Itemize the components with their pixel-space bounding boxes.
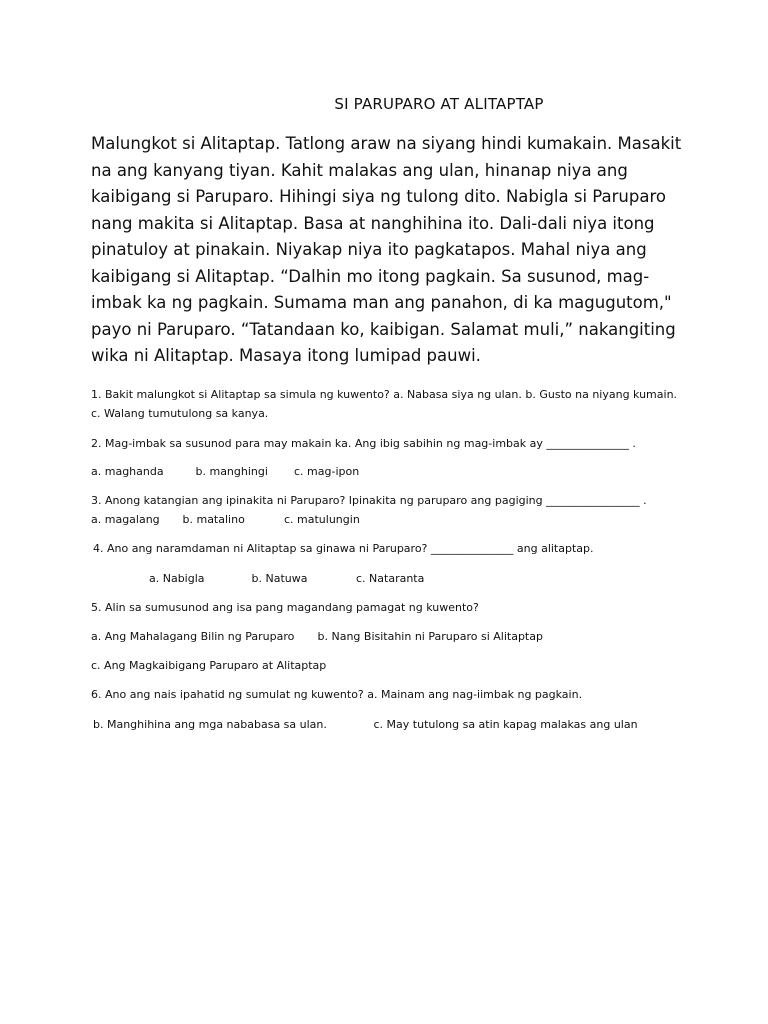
question-4: 4. Ano ang naramdaman ni Alitaptap sa ginawa ni Paruparo? _______________ ang alitaptap. bbox=[93, 542, 594, 555]
option-a: a. magalang bbox=[91, 513, 160, 526]
question-4-options bbox=[149, 570, 749, 588]
option-b: b. manghingi bbox=[195, 465, 268, 478]
question-3-options bbox=[91, 511, 691, 529]
story-line: pinatuloy at pinakain. Niyakap niya ito pagkatapos. Mahal niya ang bbox=[91, 240, 647, 259]
option-c: c. Nataranta bbox=[356, 572, 425, 585]
story-line: imbak ka ng pagkain. Sumama man ang panahon, di ka magugutom," bbox=[91, 293, 672, 312]
option-b: b. Natuwa bbox=[251, 572, 308, 585]
story-line: kaibigang si Alitaptap. “Dalhin mo itong pagkain. Sa susunod, mag- bbox=[91, 266, 650, 286]
option-b: b. Manghihina ang mga nababasa sa ulan. bbox=[93, 718, 327, 731]
option-b: b. Nang Bisitahin ni Paruparo si Alitaptap bbox=[317, 630, 543, 643]
question-2: 2. Mag-imbak sa susunod para may makain ka. Ang ibig sabihin ng mag-imbak ay _______________ . bbox=[91, 437, 636, 450]
question-1: 1. Bakit malungkot si Alitaptap sa simula ng kuwento? a. Nabasa siya ng ulan. b. Gusto na niyang kumain. bbox=[91, 388, 678, 401]
question-2-options bbox=[91, 463, 691, 481]
question-1-continuation: c. Walang tumutulong sa kanya. bbox=[91, 407, 269, 420]
story-title: SI PARUPARO AT ALITAPTAP bbox=[334, 95, 544, 113]
question-5-option-c: c. Ang Magkaibigang Paruparo at Alitaptap bbox=[91, 659, 327, 672]
story-line: payo ni Paruparo. “Tatandaan ko, kaibigan. Salamat muli,” nakangiting bbox=[91, 319, 676, 339]
story-line: wika ni Alitaptap. Masaya itong lumipad pauwi. bbox=[91, 346, 481, 365]
option-c: c. May tutulong sa atin kapag malakas ang ulan bbox=[373, 718, 638, 731]
option-a: a. Nabigla bbox=[149, 572, 205, 585]
option-b: b. matalino bbox=[182, 513, 245, 526]
question-3: 3. Anong katangian ang ipinakita ni Paruparo? Ipinakita ng paruparo ang pagiging _________________ . bbox=[91, 494, 647, 507]
story-line: Malungkot si Alitaptap. Tatlong araw na siyang hindi kumakain. Masakit bbox=[91, 134, 682, 153]
story-line: nang makita si Alitaptap. Basa at nanghihina ito. Dali-dali niya itong bbox=[91, 213, 655, 233]
question-5: 5. Alin sa sumusunod ang isa pang magandang pamagat ng kuwento? bbox=[91, 601, 479, 614]
option-a: a. Ang Mahalagang Bilin ng Paruparo bbox=[91, 630, 295, 643]
question-5-options bbox=[91, 628, 691, 646]
option-c: c. matulungin bbox=[284, 513, 360, 526]
question-6-options bbox=[93, 716, 693, 734]
question-6: 6. Ano ang nais ipahatid ng sumulat ng kuwento? a. Mainam ang nag-iimbak ng pagkain. bbox=[91, 688, 583, 701]
option-a: a. maghanda bbox=[91, 465, 164, 478]
story-paragraph bbox=[91, 131, 691, 370]
story-line: kaibigang si Paruparo. Hihingi siya ng tulong dito. Nabigla si Paruparo bbox=[91, 187, 666, 206]
story-line: na ang kanyang tiyan. Kahit malakas ang ulan, hinanap niya ang bbox=[91, 160, 628, 180]
option-c: c. mag-ipon bbox=[294, 465, 360, 478]
